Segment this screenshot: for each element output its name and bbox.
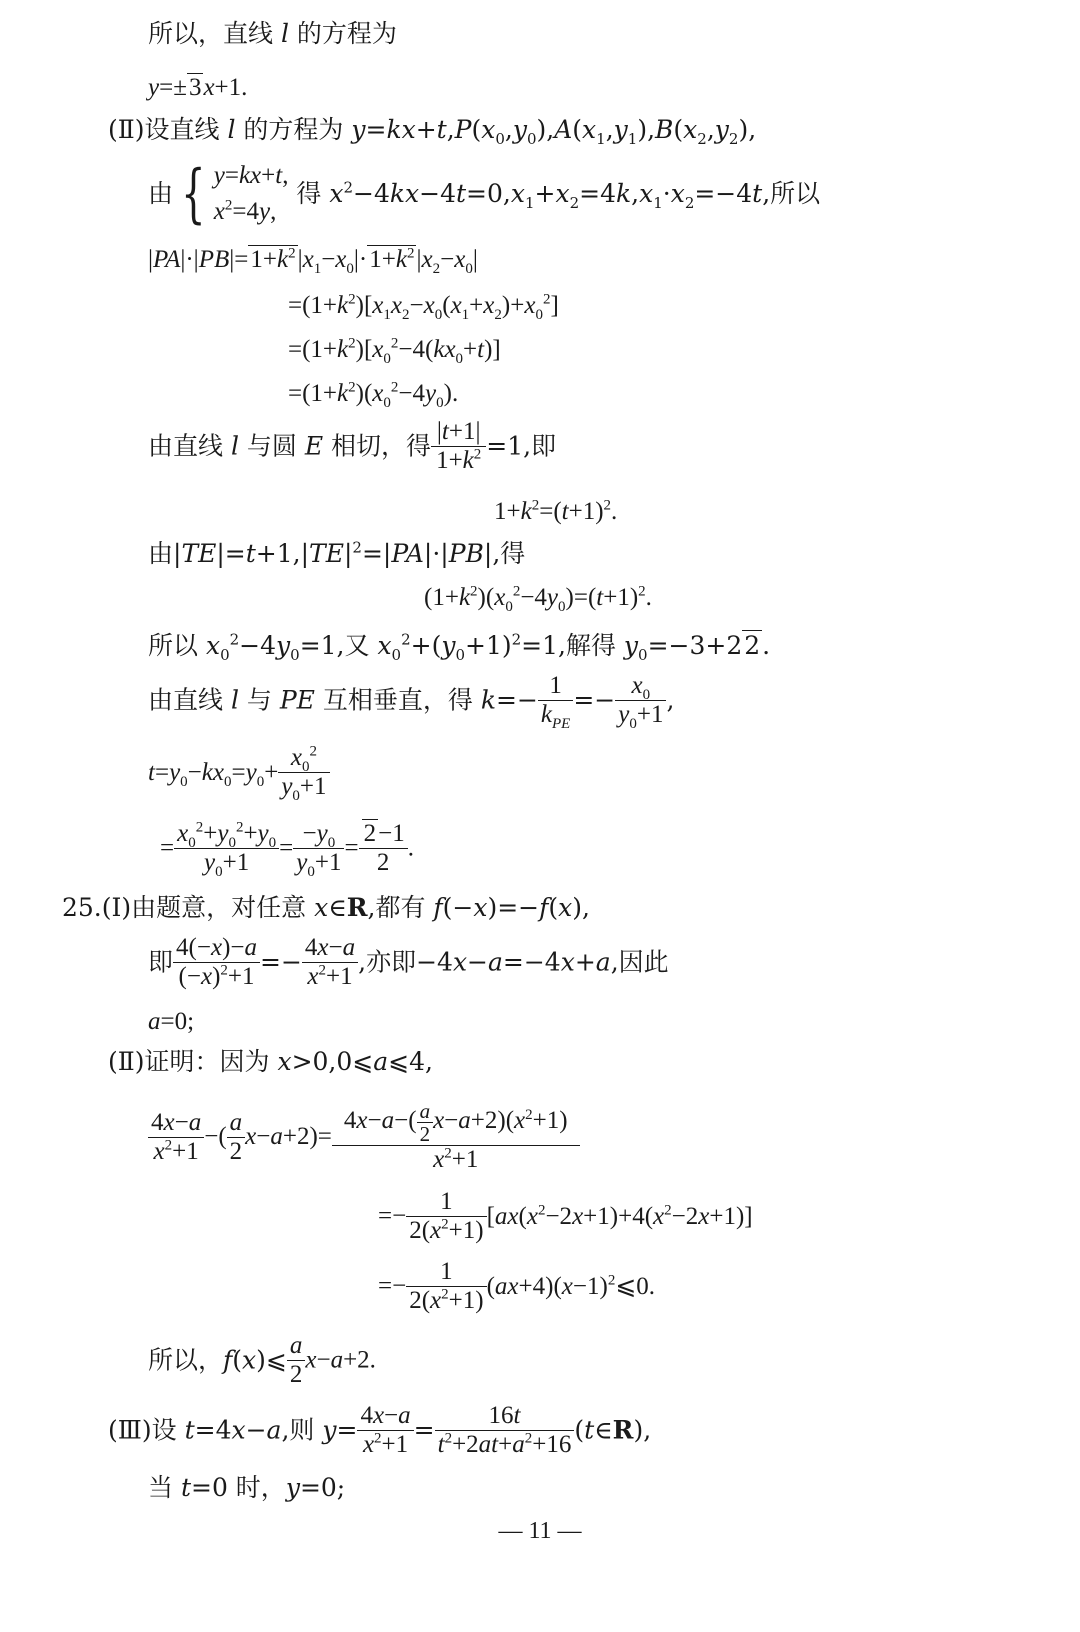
text-line: 当 t=0 时，y=0; [148,1473,346,1502]
equation-line: $\frac{4x-a}{x^2+1}$ −( $\frac{a}{2}$ x−a+2)= 4x−a−( $\frac{a}{2}$ $x-a+2)(x^2+1)$ $x^2+1$ [148,1100,580,1174]
text-line: 25.(Ⅰ)由题意，对任意 x∈R,都有 f(−x)=−f(x), [62,893,590,922]
equation-line: $(1+k^2)(x_0^2-4y_0)=(t+1)^2$. [424,583,652,615]
text-line: (Ⅱ)证明：因为 x>0,0⩽a⩽4, [108,1047,433,1076]
text-line: 所以 $x_0^2-4y_0=1$,又 $x_0^2+(y_0+1)^2=1$,解得 $y_0=-3+22$. [148,630,771,664]
text-line: 由直线 l 与 PE 互相垂直，得 k=− $\frac{1}{k_{PE}}$ =− $\frac{x_0}{y_0+1}$ , [148,672,675,732]
text-line: 由$|TE|=t+1,|TE|^2=|PA|\cdot|PB|$,得 [148,538,526,568]
equation-line: $=(1+k^2)(x_0^2-4y_0)$. [288,379,459,411]
equation-line: $|PA|\cdot|PB|=1+k^2|x_1-x_0|\cdot 1+k^2|x_2-x_0|$ [148,245,478,277]
page-number: — 11 — [498,1518,582,1544]
left-brace: { [181,157,206,231]
equation-line: =− $\frac{1}{2(x^2+1)}$ $(ax+4)(x-1)^2⩽0$. [378,1258,656,1314]
equation-line: a=0; [148,1008,195,1035]
text-line: 所以，直线 l 的方程为 [148,19,397,48]
text-line: 由直线 l 与圆 E 相切，得 $\frac{|t+1|}{1+k^2}$ =1,即 [148,418,557,474]
equation-line: $1+k^2=(t+1)^2$. [494,497,618,525]
text-line: (Ⅱ)设直线 l 的方程为 $y=kx+t,P(x_0,y_0),A(x_1,y_1),B(x_2,y_2)$, [108,115,757,148]
text-line: 所以，f(x)⩽ $\frac{a}{2}$ x−a+2. [148,1332,376,1388]
text-line: (Ⅲ)设 t=4x−a,则 y= $\frac{4x-a}{x^2+1}$ = $\frac{16t}{t^2+2at+a^2+16}$ (t∈R), [108,1402,652,1458]
equation-system-line: 由 { y=kx+t, $x^2=4y$, 得 $x^2-4kx-4t=0,x_1+x_2=4k,x_1\cdot x_2=-4t$,所以 [148,157,821,231]
equation-line: $=(1+k^2)[x_0^2-4(kx_0+t)]$ [288,335,501,367]
equation-line: =− $\frac{1}{2(x^2+1)}$ $[ax(x^2-2x+1)+4(x^2-2x+1)]$ [378,1188,753,1244]
equation-line: = $\frac{x_0^2+y_0^2+y_0}{y_0+1}$ = $\frac{-y_0}{y_0+1}$ = $\frac{2-1}{2}$ . [160,819,414,880]
equation-line: $=(1+k^2)[x_1x_2-x_0(x_1+x_2)+x_0^2]$ [288,291,559,323]
equation-line: y=±3x+1. [148,74,248,101]
equation-line: $t=y_0-kx_0=y_0+$ $\frac{x_0^2}{y_0+1}$ [148,744,330,801]
text-line: 即 $\frac{4(-x)-a}{(-x)^2+1}$ =− $\frac{4x-a}{x^2+1}$ ,亦即−4x−a=−4x+a,因此 [148,934,669,990]
